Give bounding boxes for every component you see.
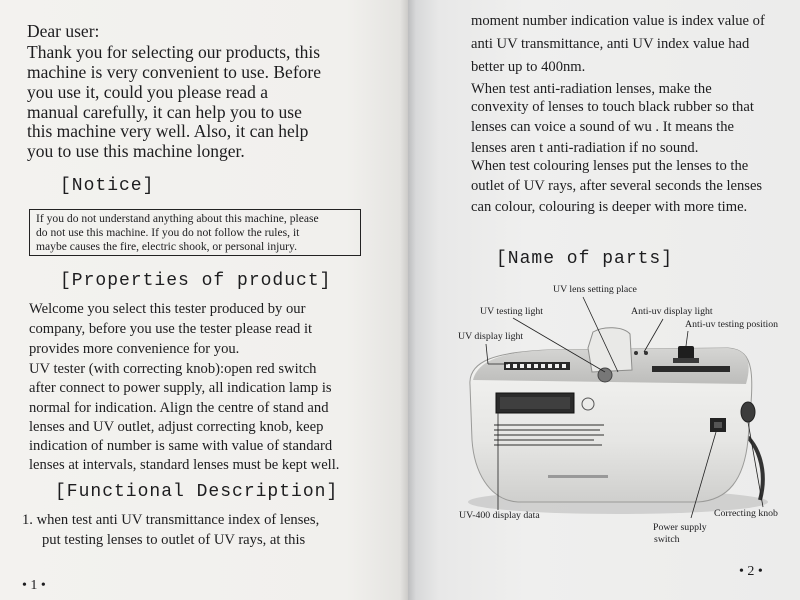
intro-line: this machine very well. Also, it can help xyxy=(27,121,309,141)
body-line: When test colouring lenses put the lenses to the xyxy=(471,158,749,174)
properties-line: indication of number is same with value of standard xyxy=(29,438,333,454)
properties-line: provides more convenience for you. xyxy=(29,341,240,357)
body-line: outlet of UV rays, after several seconds the lenses xyxy=(471,178,763,194)
notice-heading: [Notice] xyxy=(60,176,155,196)
book-spine-fold xyxy=(400,0,416,600)
properties-line: after connect to power supply, all indication lamp is xyxy=(29,380,332,396)
properties-line: lenses and UV outlet, adjust correcting knob, keep xyxy=(29,419,324,435)
body-line: convexity of lenses to touch black rubber so that xyxy=(471,99,754,115)
body-line: lenses can voice a sound of wu . It means the xyxy=(471,119,735,135)
anti-uv-display-light xyxy=(634,351,638,355)
notice-line: do not use this machine. If you do not follow the rules, it xyxy=(36,226,300,239)
parts-heading: [Name of parts] xyxy=(496,249,674,269)
label-correcting-knob: Correcting knob xyxy=(714,508,778,519)
label-anti-uv-testing-position: Anti-uv testing position xyxy=(685,319,779,330)
intro-line: you use it, could you please read a xyxy=(27,82,269,102)
intro-line: Thank you for selecting our products, this xyxy=(27,42,321,62)
label-uv-lens-setting-place: UV lens setting place xyxy=(553,284,637,295)
lens-holder xyxy=(588,328,632,372)
body-line: anti UV transmittance, anti UV index value had xyxy=(471,36,750,52)
body-line: When test anti-radiation lenses, make the xyxy=(471,81,712,97)
uv-display-lights xyxy=(504,362,570,370)
notice-line: maybe causes the fire, electric shook, or personal injury. xyxy=(36,240,297,253)
anti-uv-indicator-strip xyxy=(652,366,730,372)
properties-line: normal for indication. Align the centre of stand and xyxy=(29,400,329,416)
intro-line: machine is very convenient to use. Before xyxy=(27,62,321,82)
properties-line: Welcome you select this tester produced by our xyxy=(29,301,306,317)
label-power-switch: switch xyxy=(654,534,680,545)
properties-line: lenses at intervals, standard lenses must be kept well. xyxy=(29,457,340,473)
intro-line: you to use this machine longer. xyxy=(27,141,245,161)
properties-heading: [Properties of product] xyxy=(60,271,332,291)
page-number: • 2 • xyxy=(739,564,763,579)
label-anti-uv-display-light: Anti-uv display light xyxy=(631,306,713,317)
label-uv400-display-data: UV-400 display data xyxy=(459,510,540,521)
label-uv-testing-light: UV testing light xyxy=(480,306,543,317)
label-uv-display-light: UV display light xyxy=(458,331,524,342)
functional-line: 1. when test anti UV transmittance index of lenses, xyxy=(22,512,320,528)
intro-line: manual carefully, it can help you to use xyxy=(27,102,302,122)
functional-line: put testing lenses to outlet of UV rays, at this xyxy=(42,532,306,548)
notice-box xyxy=(29,209,361,256)
label-power-supply: Power supply xyxy=(653,522,707,533)
body-line: can colour, colouring is deeper with more time. xyxy=(471,199,748,215)
model-label xyxy=(548,475,608,478)
properties-line: UV tester (with correcting knob):open red switch xyxy=(29,361,317,377)
anti-uv-testing-pad xyxy=(678,346,694,360)
notice-line: If you do not understand anything about this machine, please xyxy=(36,212,319,225)
uv-testing-light-port xyxy=(598,368,612,382)
functional-heading: [Functional Description] xyxy=(55,482,339,502)
correcting-knob xyxy=(741,402,755,422)
body-line: better up to 400nm. xyxy=(471,59,586,75)
body-line: moment number indication value is index value of xyxy=(471,13,765,29)
greeting: Dear user: xyxy=(27,21,100,41)
properties-line: company, before you use the tester please read it xyxy=(29,321,313,337)
right-page xyxy=(408,0,800,600)
page-number: • 1 • xyxy=(22,578,46,593)
body-line: lenses aren t anti-radiation if no sound. xyxy=(471,140,699,156)
